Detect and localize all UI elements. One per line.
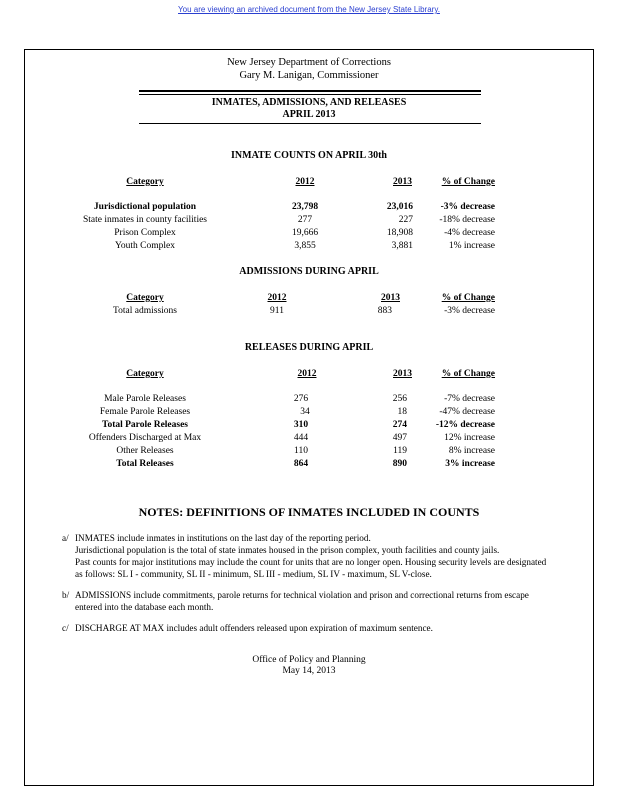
releases-heading: RELEASES DURING APRIL — [244, 342, 374, 353]
table-row: Total Parole Releases 310 274 -12% decrease — [101, 420, 495, 430]
col-category: Category — [126, 177, 164, 187]
col-change: % of Change — [441, 293, 495, 303]
inmate-counts-header-row — [25, 176, 595, 188]
col-category: Category — [126, 293, 164, 303]
footer-date: May 14, 2013 — [282, 666, 336, 676]
releases-header-row — [25, 368, 595, 380]
col-change: % of Change — [441, 177, 495, 187]
archive-banner-link[interactable]: You are viewing an archived document from the New Jersey State Library. — [178, 5, 440, 14]
document-page — [24, 49, 594, 786]
note-a: a/ INMATES include inmates in institutions on the last day of the reporting period. Jurisdictional population is the total of state inmates housed in the prison complex, youth facilities and county jails. Past counts for major institutions may include the count for units that are no longer open. Housing security levels are designated as follows: SL I - community, SL II - minimum, SL III - medium, SL IV - maximum, SL V-close. — [62, 533, 547, 579]
table-row: Other Releases 110 119 8% increase — [116, 446, 495, 456]
table-row: Male Parole Releases 276 256 -7% decrease — [104, 394, 495, 404]
footer-office: Office of Policy and Planning — [252, 655, 366, 665]
table-row: Youth Complex 3,855 3,881 1% increase — [114, 241, 495, 251]
note-b-tag: b/ — [62, 590, 70, 600]
col-category: Category — [126, 369, 164, 379]
table-row: Jurisdictional population 23,798 23,016 -3% decrease — [93, 202, 495, 212]
title-top-rule — [139, 90, 481, 92]
inmate-counts-heading: INMATE COUNTS ON APRIL 30th — [231, 150, 387, 161]
table-row: Total admissions 911 883 -3% decrease — [113, 306, 495, 316]
notes-heading: NOTES: DEFINITIONS OF INMATES INCLUDED IN COUNTS — [138, 505, 480, 519]
col-change: % of Change — [441, 369, 495, 379]
table-row: State inmates in county facilities 277 227 -18% decrease — [83, 215, 495, 225]
col-2012: 2012 — [295, 177, 315, 187]
col-2012: 2012 — [297, 369, 317, 379]
title-top-rule-thin — [139, 94, 481, 95]
note-b: b/ ADMISSIONS include commitments, parole returns for technical violation and prison and correctional returns from escape entered into the database each month. — [62, 590, 529, 612]
admissions-header-row — [25, 292, 595, 304]
department-name: New Jersey Department of Corrections — [227, 57, 391, 68]
report-title: INMATES, ADMISSIONS, AND RELEASES — [211, 97, 407, 108]
admissions-heading: ADMISSIONS DURING APRIL — [239, 266, 379, 277]
note-c: c/ DISCHARGE AT MAX includes adult offenders released upon expiration of maximum sentence. — [62, 623, 433, 633]
table-row: Offenders Discharged at Max 444 497 12% increase — [88, 433, 495, 443]
report-period: APRIL 2013 — [282, 109, 336, 120]
commissioner-name: Gary M. Lanigan, Commissioner — [239, 70, 379, 81]
table-row: Prison Complex 19,666 18,908 -4% decrease — [114, 228, 495, 238]
title-bottom-rule — [139, 123, 481, 124]
col-2013: 2013 — [393, 177, 412, 187]
table-row: Female Parole Releases 34 18 -47% decrease — [99, 407, 495, 417]
note-c-tag: c/ — [62, 623, 69, 633]
col-2013: 2013 — [393, 369, 412, 379]
table-row: Total Releases 864 890 3% increase — [116, 459, 495, 469]
col-2013: 2013 — [381, 293, 400, 303]
col-2012: 2012 — [267, 293, 287, 303]
note-a-tag: a/ — [62, 533, 69, 543]
